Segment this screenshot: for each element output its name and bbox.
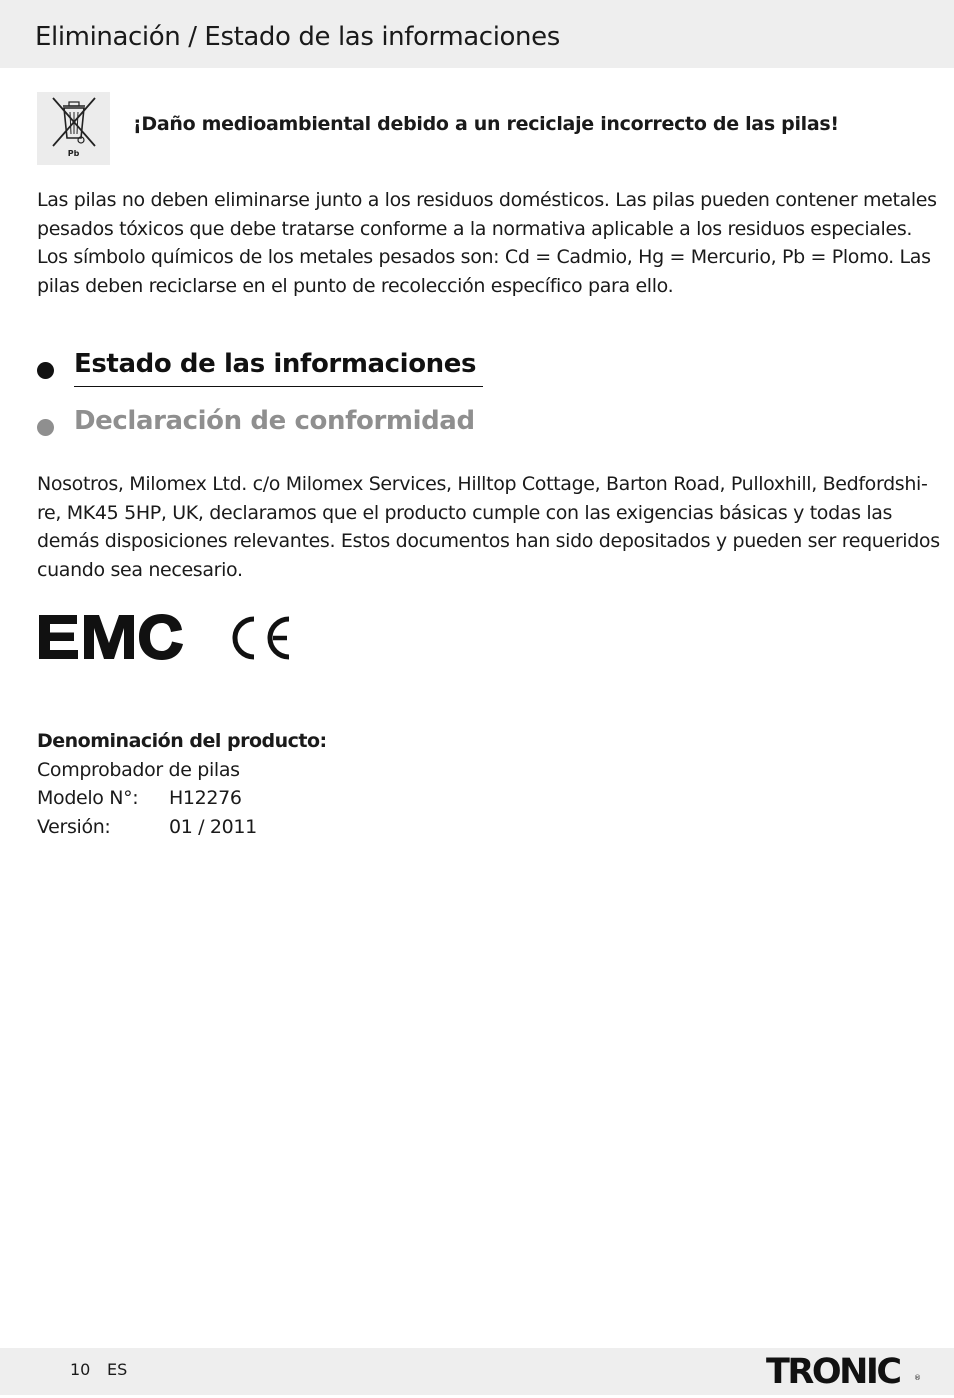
model-row bbox=[37, 784, 327, 813]
model-label: Modelo N°: bbox=[37, 787, 139, 809]
language-code: ES bbox=[107, 1360, 128, 1379]
page-number: 10 bbox=[70, 1360, 91, 1379]
brand-logo bbox=[766, 1352, 921, 1392]
product-name: Comprobador de pilas bbox=[37, 758, 240, 781]
page-title: Eliminación / Estado de las informaciones bbox=[35, 22, 560, 52]
bullet-dot bbox=[37, 419, 54, 436]
bullet-dot bbox=[37, 362, 54, 379]
emc-mark bbox=[37, 613, 187, 665]
version-label: Versión: bbox=[37, 815, 111, 838]
product-heading: Denominación del producto: bbox=[37, 730, 327, 752]
paragraph-line: demás disposiciones relevantes. Estos documentos han sido depositados y pueden ser requeridos bbox=[37, 530, 940, 552]
crossed-out-bin-icon bbox=[37, 92, 110, 165]
ce-mark bbox=[227, 615, 293, 665]
heading-underline bbox=[74, 386, 483, 387]
environmental-warning: ¡Daño medioambiental debido a un reciclaje incorrecto de las pilas! bbox=[133, 113, 839, 135]
paragraph-line: Los símbolo químicos de los metales pesados son: Cd = Cadmio, Hg = Mercurio, Pb = Plomo. Las bbox=[37, 246, 931, 268]
version-value: 01 / 2011 bbox=[169, 815, 257, 838]
page-header bbox=[0, 0, 954, 68]
registered-mark: ® bbox=[914, 1374, 921, 1382]
paragraph-line: Las pilas no deben eliminarse junto a los residuos domésticos. Las pilas pueden contener metales bbox=[37, 189, 937, 211]
paragraph-line: pilas deben reciclarse en el punto de recolección específico para ello. bbox=[37, 274, 674, 297]
paragraph-line: re, MK45 5HP, UK, declaramos que el producto cumple con las exigencias básicas y todas las bbox=[37, 501, 893, 524]
paragraph-line: pesados tóxicos que debe tratarse conforme a la normativa aplicable a los residuos especiales. bbox=[37, 217, 913, 240]
paragraph-line: Nosotros, Milomex Ltd. c/o Milomex Services, Hilltop Cottage, Barton Road, Pulloxhill, Bedfordshi- bbox=[37, 473, 928, 495]
version-row bbox=[37, 813, 327, 842]
section-heading: Estado de las informaciones bbox=[74, 349, 477, 379]
product-info bbox=[37, 727, 327, 841]
lead-symbol-label: Pb bbox=[67, 149, 80, 158]
model-value: H12276 bbox=[169, 787, 242, 809]
conformity-paragraph bbox=[37, 470, 940, 584]
page-footer bbox=[0, 1348, 954, 1395]
paragraph-line: cuando sea necesario. bbox=[37, 558, 243, 581]
brand-name: TRONIC bbox=[766, 1352, 900, 1392]
section-heading: Declaración de conformidad bbox=[74, 406, 475, 436]
disposal-paragraph bbox=[37, 186, 937, 300]
